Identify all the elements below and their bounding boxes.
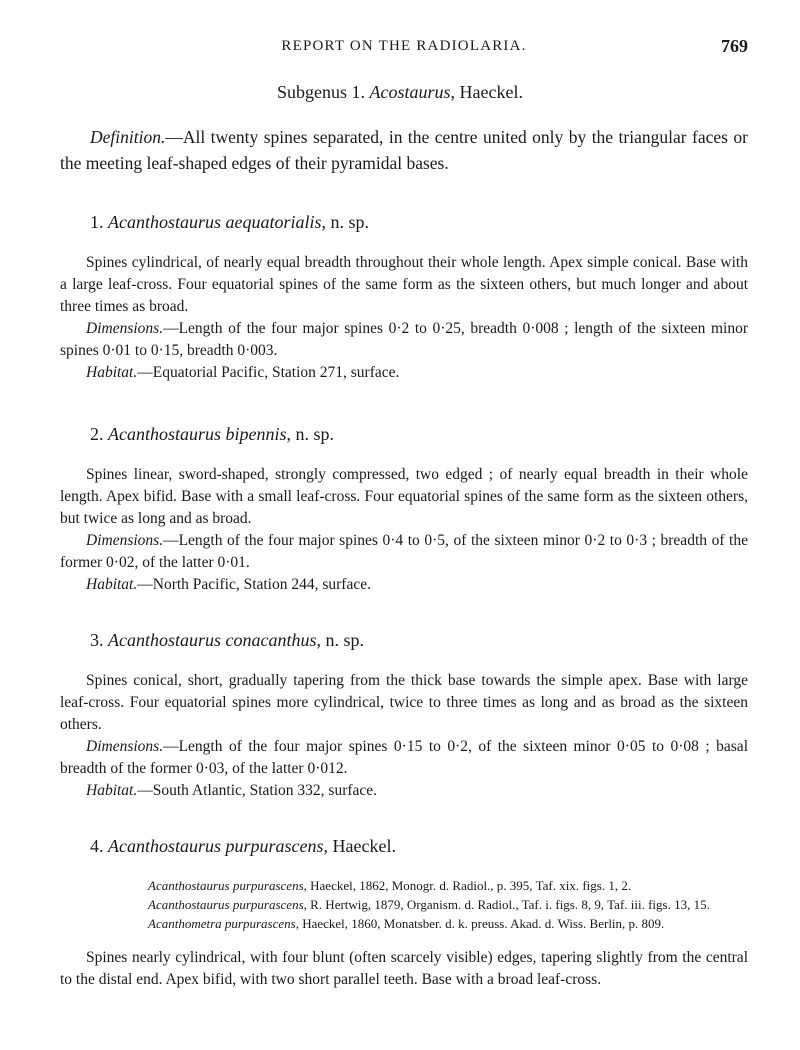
species-suffix: , n. sp.: [321, 212, 370, 232]
species-habitat: [60, 574, 748, 596]
dimensions-text: —Length of the four major spines 0·15 to 0·2, of the sixteen minor 0·05 to 0·08 ; basal breadth of the former 0·03, of the latter 0·012.: [60, 738, 748, 777]
running-header: [60, 36, 748, 58]
definition-text: —All twenty spines separated, in the centre united only by the triangular faces or the meeting leaf-shaped edges of their pyramidal bases.: [60, 127, 748, 173]
species-habitat: [60, 362, 748, 384]
species-number: 3.: [90, 630, 104, 650]
species-habitat: [60, 780, 748, 802]
species-description: Spines cylindrical, of nearly equal breadth throughout their whole length. Apex simple conical. Base with a large leaf-cross. Four equatorial spines of the same form as the sixteen others, but much longer and about three times as broad.: [60, 254, 748, 315]
synonymy-reference: [148, 876, 748, 895]
subgenus-prefix: Subgenus 1.: [277, 82, 366, 102]
definition-label: Definition.: [90, 127, 166, 147]
species-name: Acanthostaurus aequatorialis: [108, 212, 322, 232]
species-suffix: , n. sp.: [286, 424, 335, 444]
species-name: Acanthostaurus conacanthus: [108, 630, 317, 650]
definition-paragraph: [60, 124, 748, 176]
species-entry-4: [60, 832, 748, 991]
synonymy-reference: [148, 914, 748, 933]
species-number: 4.: [90, 836, 104, 856]
running-title: REPORT ON THE RADIOLARIA.: [281, 38, 527, 54]
habitat-text: —North Pacific, Station 244, surface.: [137, 576, 371, 593]
reference-text: , Haeckel, 1862, Monogr. d. Radiol., p. 395, Taf. xix. figs. 1, 2.: [303, 878, 632, 893]
reference-name: Acanthostaurus purpurascens: [148, 897, 304, 912]
dimensions-text: —Length of the four major spines 0·4 to 0·5, of the sixteen minor 0·2 to 0·3 ; breadth of the former 0·02, of the latter 0·01.: [60, 532, 748, 571]
species-dimensions: [60, 736, 748, 780]
habitat-label: Habitat.: [86, 364, 138, 381]
synonymy-reference: [148, 895, 748, 914]
species-heading: [90, 832, 748, 860]
dimensions-label: Dimensions.: [86, 320, 164, 337]
reference-name: Acanthostaurus purpurascens: [148, 878, 304, 893]
reference-text: , R. Hertwig, 1879, Organism. d. Radiol., Taf. i. figs. 8, 9, Taf. iii. figs. 13, 15.: [303, 897, 710, 912]
species-description: Spines linear, sword-shaped, strongly compressed, two edged ; of nearly equal breadth in their whole length. Apex bifid. Base with a small leaf-cross. Four equatorial spines of the same form as the sixteen others, but twice as long and as broad.: [60, 466, 748, 527]
synonymy-list: [148, 876, 748, 933]
habitat-text: —South Atlantic, Station 332, surface.: [137, 782, 378, 799]
species-entry-2: [60, 420, 748, 596]
habitat-text: —Equatorial Pacific, Station 271, surface.: [137, 364, 400, 381]
species-dimensions: [60, 318, 748, 362]
dimensions-label: Dimensions.: [86, 738, 164, 755]
species-name: Acanthostaurus purpurascens: [108, 836, 324, 856]
subgenus-heading: [0, 82, 800, 103]
subgenus-name: Acostaurus: [369, 82, 451, 102]
species-name: Acanthostaurus bipennis: [108, 424, 287, 444]
species-description: Spines nearly cylindrical, with four blunt (often scarcely visible) edges, tapering slightly from the central to the distal end. Apex bifid, with two short parallel teeth. Base with a broad leaf-cross.: [60, 949, 748, 988]
species-heading: [90, 420, 748, 448]
species-entry-3: [60, 626, 748, 802]
dimensions-text: —Length of the four major spines 0·2 to 0·25, breadth 0·008 ; length of the sixteen minor spines 0·01 to 0·15, breadth 0·003.: [60, 320, 748, 359]
dimensions-label: Dimensions.: [86, 532, 164, 549]
subgenus-author: , Haeckel.: [450, 82, 523, 102]
reference-name: Acanthometra purpurascens: [148, 916, 296, 931]
reference-text: , Haeckel, 1860, Monatsber. d. k. preuss. Akad. d. Wiss. Berlin, p. 809.: [295, 916, 665, 931]
species-suffix: , n. sp.: [316, 630, 365, 650]
species-number: 2.: [90, 424, 104, 444]
species-suffix: , Haeckel.: [323, 836, 396, 856]
page-number: 769: [721, 36, 748, 56]
species-dimensions: [60, 530, 748, 574]
species-number: 1.: [90, 212, 104, 232]
species-entry-1: [60, 208, 748, 384]
habitat-label: Habitat.: [86, 782, 138, 799]
species-heading: [90, 208, 748, 236]
habitat-label: Habitat.: [86, 576, 138, 593]
species-heading: [90, 626, 748, 654]
species-description: Spines conical, short, gradually tapering from the thick base towards the simple apex. Base with large leaf-cross. Four equatorial spines more cylindrical, twice to three times as long and as broad as the sixteen others.: [60, 672, 748, 733]
